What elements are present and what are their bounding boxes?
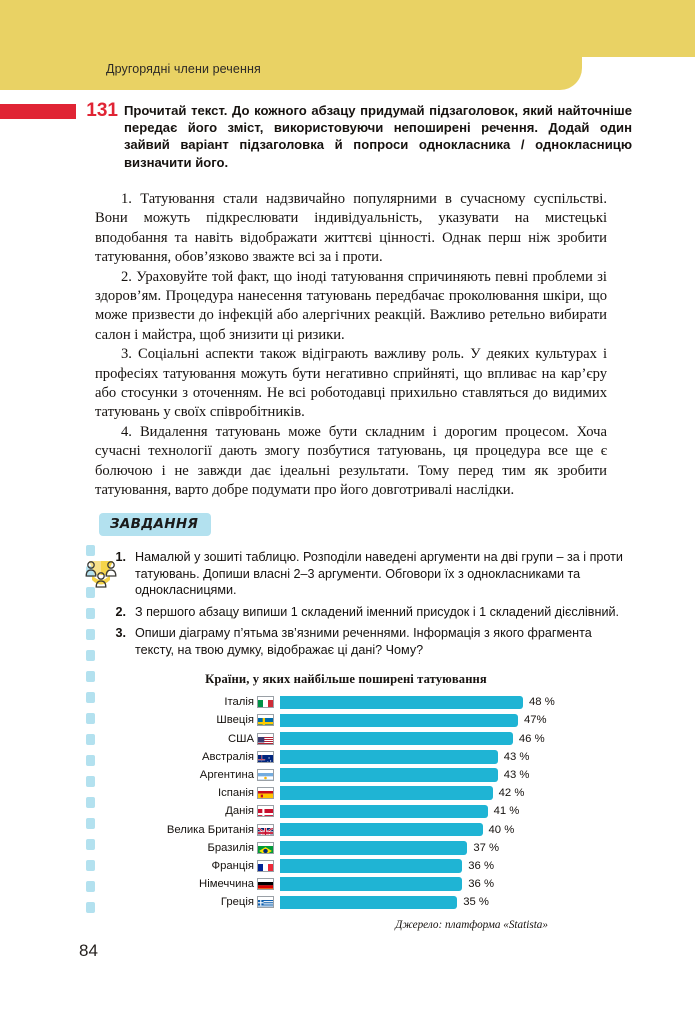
chart-bar-track xyxy=(280,876,556,893)
chart-bar-track xyxy=(280,749,556,766)
chart-bar-track xyxy=(280,840,556,857)
task-text-2: З першого абзацу випиши 1 складений іменний присудок і 1 складений дієслівний. xyxy=(135,604,620,619)
chart-bar-track xyxy=(280,712,556,729)
chart-category-label: США xyxy=(227,732,254,745)
spain-flag xyxy=(257,787,274,799)
chart-row xyxy=(136,712,556,729)
sweden-flag xyxy=(257,714,274,726)
chart-source: Джерело: платформа «Statista» xyxy=(395,918,548,931)
chart-value-label: 43 % xyxy=(503,750,530,763)
chart-bar-track xyxy=(280,821,556,838)
exercise-number: 131 xyxy=(86,100,118,121)
chart-row xyxy=(136,730,556,747)
chart-row xyxy=(136,803,556,820)
tasks-badge: ЗАВДАННЯ xyxy=(99,513,211,536)
chart-category-label: Іспанія xyxy=(217,787,254,800)
chart-bar xyxy=(280,732,513,746)
chart-bar-track xyxy=(280,730,556,747)
task-text-1: Намалюй у зошиті таблицю. Розподіли наведені аргументи на дві групи – за і проти татуювань. Допиши власні 2–3 аргументи. Обговори їх з однокласниками та однокласницями. xyxy=(135,550,623,598)
header-band xyxy=(0,0,695,57)
chart-row xyxy=(136,767,556,784)
chart-value-label: 46 % xyxy=(518,732,545,745)
chart-category-label: Австралія xyxy=(201,750,254,763)
argentina-flag xyxy=(257,769,274,781)
chart-value-label: 36 % xyxy=(468,859,494,872)
chart-category-label: Аргентина xyxy=(199,769,254,782)
task-item-3 xyxy=(106,625,634,658)
chart-row xyxy=(136,749,556,766)
paragraph-4: 4. Видалення татуювань може бути складним і дорогим процесом. Хоча сучасні технології дають змогу позбутися татуювань, ця процедура все ще є болючою і не завжди дає ідеальні результати. Тому перед тим як зробити татуювання, варто добре подумати про його довготривалі наслідки. xyxy=(95,423,607,499)
chart-bar-track xyxy=(280,785,556,802)
chart-bar-track xyxy=(280,858,556,875)
chart-rows xyxy=(136,694,556,911)
chart-row xyxy=(136,821,556,838)
australia-flag xyxy=(257,751,274,763)
task-number-1: 1. xyxy=(115,550,126,564)
usa-flag xyxy=(257,733,274,745)
chart-value-label: 37 % xyxy=(473,841,500,854)
decorative-rail xyxy=(86,545,95,917)
chart-category-label: Швеція xyxy=(216,714,254,727)
reading-text xyxy=(95,190,607,501)
greece-flag xyxy=(257,896,274,908)
chapter-title: Другорядні члени речення xyxy=(106,62,261,76)
task-item-2 xyxy=(106,604,634,621)
chart-value-label: 43 % xyxy=(503,769,530,782)
tasks-list xyxy=(106,549,634,664)
chart-value-label: 48 % xyxy=(529,696,555,709)
paragraph-1: 1. Татуювання стали надзвичайно популярними в сучасному суспільстві. Вони можуть підкреслювати індивідуальність, указувати на мистецькі вподобання та навіть відображати життєві цінності. Однак перш ніж зробити татуювання, обов’язково зважте всі за і проти. xyxy=(95,191,607,266)
chart-bar xyxy=(280,859,462,873)
chart-category-label: Бразилія xyxy=(207,841,254,854)
chart-value-label: 42 % xyxy=(498,787,525,800)
germany-flag xyxy=(257,878,274,890)
chart-category-label: Італія xyxy=(224,696,254,709)
chart-value-label: 36 % xyxy=(468,878,494,891)
chart-bar-track xyxy=(280,694,556,711)
chart-value-label: 41 % xyxy=(493,805,520,818)
italy-flag xyxy=(257,696,274,708)
header-band-tab xyxy=(0,57,582,90)
united-kingdom-flag xyxy=(257,824,274,836)
france-flag xyxy=(257,860,274,872)
chart-bar-track xyxy=(280,767,556,784)
chart-category-label: Німеччина xyxy=(199,878,254,891)
chart-row xyxy=(136,840,556,857)
exercise-marker-bar xyxy=(0,104,76,119)
denmark-flag xyxy=(257,805,274,817)
chart-category-label: Франція xyxy=(211,859,254,872)
chart-bar xyxy=(280,877,462,891)
task-item-1 xyxy=(106,549,634,599)
chart-bar-track xyxy=(280,803,556,820)
chart-bar xyxy=(280,714,518,728)
page-number: 84 xyxy=(79,941,98,960)
chart-row xyxy=(136,876,556,893)
chart-bar xyxy=(280,805,488,819)
chart-bar xyxy=(280,786,493,800)
chart-bar xyxy=(280,823,483,837)
chart-value-label: 40 % xyxy=(488,823,515,836)
task-number-2: 2. xyxy=(115,604,126,619)
chart-bar xyxy=(280,750,498,764)
exercise-instruction: Прочитай текст. До кожного абзацу придумай підзаголовок, який найточніше передає його зміст, використовуючи непоширені речення. Додай один зайвий варіант підзаголовка й попроси однокласника / однокласницю визначити його. xyxy=(124,103,632,170)
task-number-3: 3. xyxy=(115,626,126,641)
chart-value-label: 47% xyxy=(523,714,547,727)
paragraph-2: 2. Ураховуйте той факт, що іноді татуювання спричиняють певні проблеми зі здоров’ям. Процедура нанесення татуювань передбачає проколювання шкіри, що може призвести до інфекцій або алергічних реакцій. Важливо ретельно вибирати салон і майстра, щоб знизити ці ризики. xyxy=(95,268,607,343)
chart-row xyxy=(136,785,556,802)
chart-bar-track xyxy=(280,894,556,911)
chart-category-label: Данія xyxy=(225,805,254,818)
chart-bar xyxy=(280,768,498,782)
chart-title: Країни, у яких найбільше поширені татуювання xyxy=(205,672,487,686)
chart-row xyxy=(136,858,556,875)
chart-row xyxy=(136,894,556,911)
tattoo-popularity-chart xyxy=(136,672,556,931)
chart-row xyxy=(136,694,556,711)
chart-category-label: Греція xyxy=(220,896,254,909)
chart-value-label: 35 % xyxy=(463,896,489,909)
chart-bar xyxy=(280,696,523,710)
chart-bar xyxy=(280,896,457,910)
brazil-flag xyxy=(257,842,274,854)
paragraph-3: 3. Соціальні аспекти також відіграють важливу роль. У деяких культурах і професіях татуювання можуть бути негативно сприйняті, що впливає на кар’єру або стосунки з оточенням. Не всі роботодавці прихильно ставляться до видимих татуювань у своїх співробітників. xyxy=(95,346,607,421)
chart-bar xyxy=(280,841,467,855)
chart-category-label: Велика Британія xyxy=(166,823,254,836)
task-text-3: Опиши діаграму п’ятьма зв’язними реченнями. Інформація з якого фрагмента тексту, на твою думку, відображає ці дані? Чому? xyxy=(135,626,592,657)
